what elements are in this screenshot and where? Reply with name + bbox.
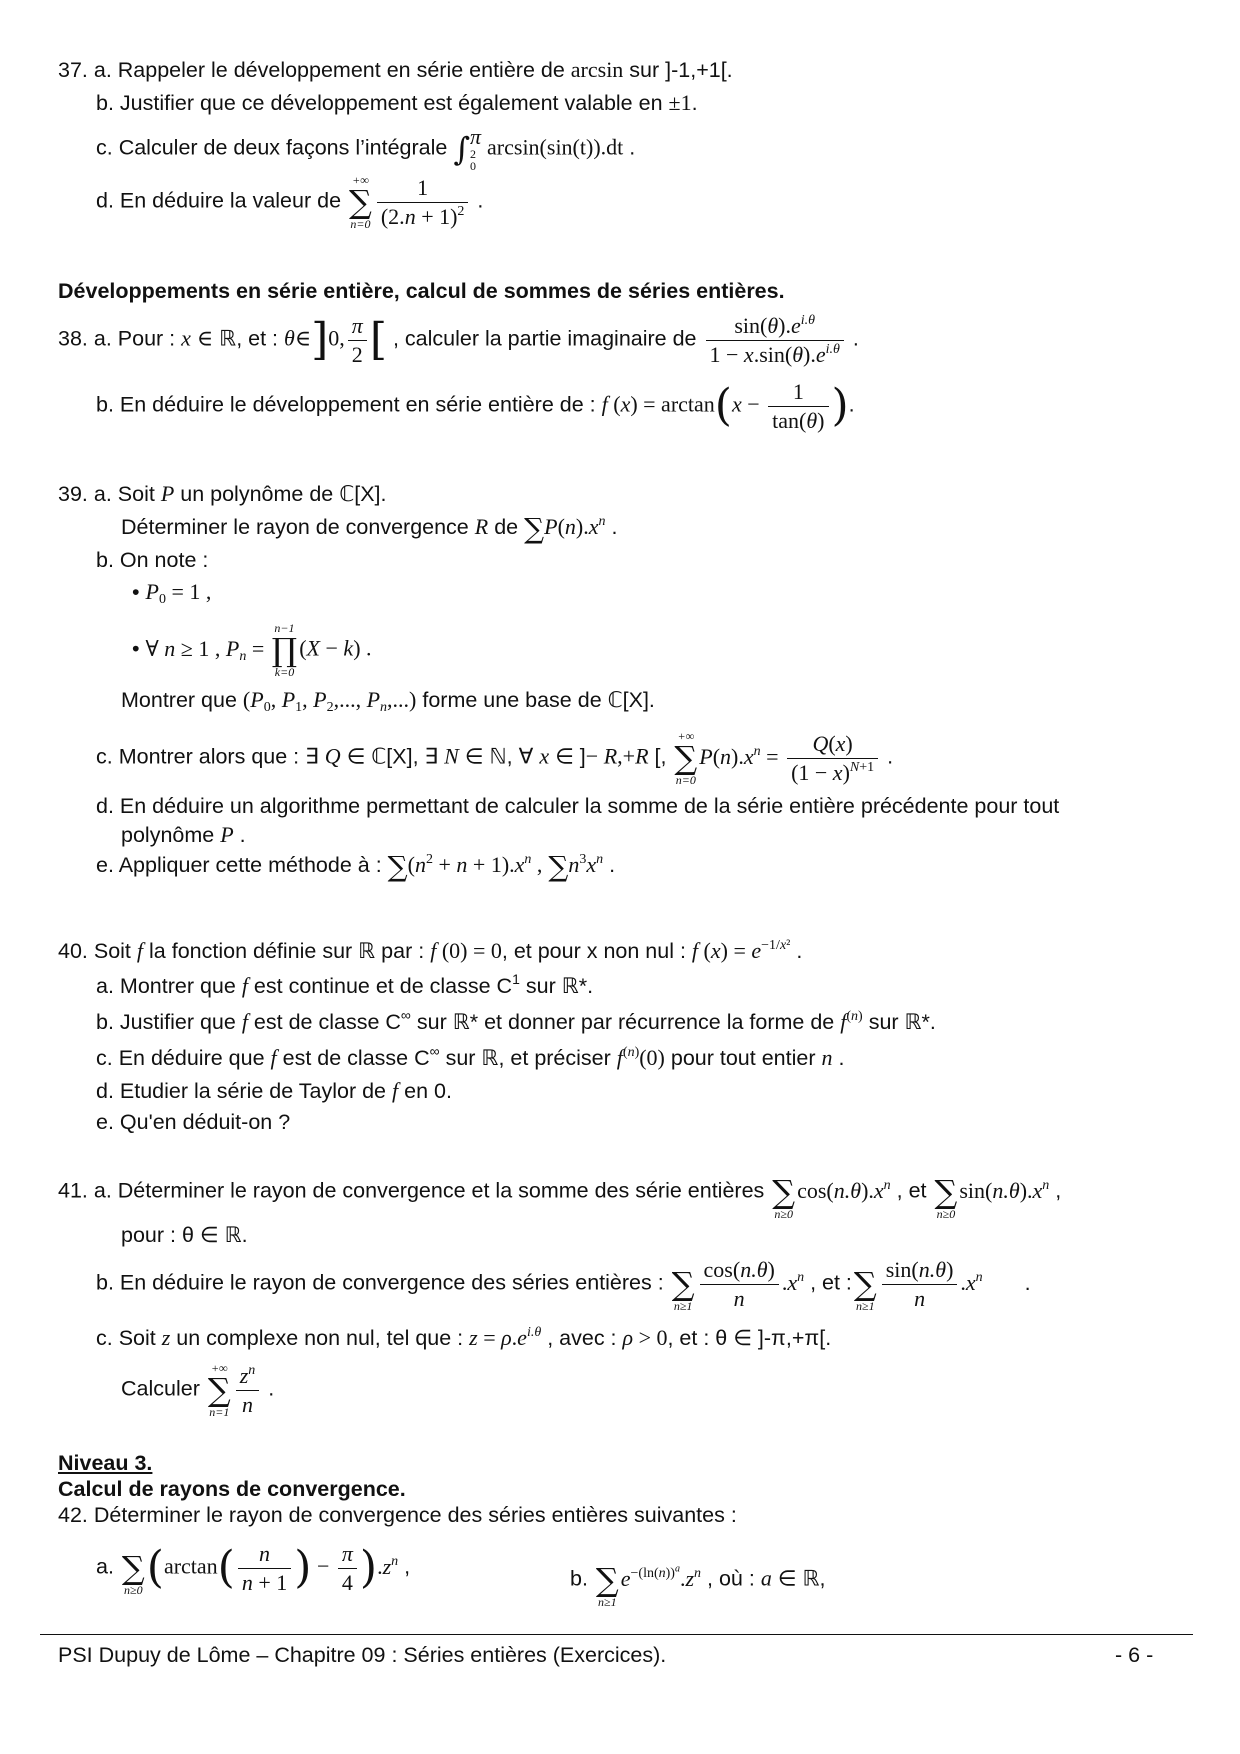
ex37-b-math: ±1 [668,90,692,115]
ex39-d2: polynôme P . [121,822,246,847]
ex39-b-bullet2: • ∀ n ≥ 1 , $P_n$ = n−1 ∏ k=0 (X − k) . [132,621,372,679]
ex40-c: c. En déduire que f est de classe C∞ sur ℝ, et préciser $f^{(n)}(0)$ pour tout entier n . [96,1043,845,1070]
ex40-d: d. Etudier la série de Taylor de f en 0. [96,1078,452,1103]
footer-divider [40,1634,1193,1635]
ex40-c-text: c. En déduire que [96,1046,265,1070]
ex40-intro-mid2: , et pour x non nul : [501,939,686,963]
integral-limits: π 2 0 [470,124,482,173]
page-number: - 6 - [1115,1643,1154,1667]
ex40-b-mid: est de classe C [253,1010,401,1034]
ex39-a2-de: de [494,515,519,540]
ex41-c-mid2: , avec : [547,1326,617,1350]
ex42-intro: 42. Déterminer le rayon de convergence des séries entières suivantes : [58,1503,737,1527]
ex40-b-text: b. Justifier que [96,1010,236,1034]
ex39-a2: Déterminer le rayon de convergence R de $\sum P(n).x^n$ . [121,512,618,545]
ex39-e-text: e. Appliquer cette méthode à : [96,853,382,878]
ex37-a-text: 37. a. Rappeler le développement en série entière de [58,58,565,82]
ex40-intro-text: 40. Soit [58,939,131,963]
ex39-c: c. Montrer alors que : ∃ Q ∈ ℂ[X], ∃ N ∈ ℕ, ∀ x ∈ ]− R,+R [, +∞ ∑ n=0 $P(n).x^n$ = $\frac{Q(x)}{(1 - x)^{N+1}}$ . [96,729,894,787]
ex37-a-math: arcsin [570,57,624,82]
ex41-c-end: , et : θ ∈ ]-π,+π[. [667,1326,832,1350]
ex41-a-et: , et [896,1178,927,1203]
section-heading-2: Calcul de rayons de convergence. [58,1477,406,1501]
ex41-calc: Calculer +∞ ∑ n=1 $\frac{z^n}{n}$ . [121,1361,275,1419]
ex41-c-text: c. Soit [96,1326,156,1350]
ex39-b-conc-text: Montrer que [121,688,237,712]
ex42-b-end2: ∈ ℝ, [777,1566,826,1591]
ex40-b-mid2: sur ℝ* et donner par récurrence la forme de [416,1010,835,1034]
section-heading: Développements en série entière, calcul de sommes de séries entières. [58,279,785,303]
ex40-c-mid2: sur ℝ, et préciser [445,1046,611,1070]
ex38-a-end: , calculer la partie imaginaire de [392,326,697,351]
ex37-c-text: c. Calculer de deux façons l’intégrale [96,135,448,160]
ex38-b-text: b. En déduire le développement en série entière de : [96,392,596,417]
ex39-a2-text: Déterminer le rayon de convergence [121,515,469,540]
ex37-c: c. Calculer de deux façons l’intégrale ∫ π 2 0 arcsin(sin(t)).dt . [96,124,636,173]
ex39-c-mid3: ∈ ] [555,744,586,769]
ex39-c-text: c. Montrer alors que : ∃ [96,744,319,769]
ex41-a2: pour : θ ∈ ℝ. [121,1223,248,1247]
ex39-d1: d. En déduire un algorithme permettant de calculer la somme de la série entière précédente pour tout [96,794,1060,818]
bullet-icon: • [132,636,140,661]
ex39-b-bullet1: • $P_0 = 1$ , [132,579,212,607]
ex41-calc-text: Calculer [121,1376,200,1401]
ex40-intro-mid: la fonction définie sur ℝ par : [149,939,425,963]
ex40-a: a. Montrer que f est continue et de classe $C^1$ sur ℝ*. [96,971,594,998]
ex38-a-mid: , et : [236,326,279,351]
ex39-b-conc-end: forme une base de ℂ[X]. [422,688,655,712]
ex37-c-math: arcsin(sin(t)).dt [487,134,624,160]
ex40-c-end: pour tout entier [670,1046,816,1070]
ex37-d-fraction: $\frac{1}{(2.n + 1)^2}$ [377,174,469,230]
ex39-a1: 39. a. Soit P un polynôme de ℂ[X]. [58,481,387,506]
ex41-b-text: b. En déduire le rayon de convergence des séries entières : [96,1270,664,1295]
ex41-b-et: , et : [810,1270,852,1295]
ex42-a: a. ∑ n≥0 (arctan( $\frac{n}{n + 1}$ ) − $\frac{\pi}{4}$ )$.z^n$ , [96,1541,411,1597]
footer-title: PSI Dupuy de Lôme – Chapitre 09 : Séries entières (Exercices). [58,1643,667,1667]
ex37-b-text: b. Justifier que ce développement est également valable en [96,91,663,115]
ex41-c-mid: un complexe non nul, tel que : [176,1326,464,1350]
ex41-b: b. En déduire le rayon de convergence des séries entières : ∑ n≥1 $\frac{\cos(n.\theta)}{n}$ $.x^n$ , et : ∑ n≥1 $\frac{\sin(n.\theta)}{n}$ $.x^n$ . [96,1257,1031,1313]
ex40-intro: 40. Soit f la fonction définie sur ℝ par : f (0) = 0, et pour x non nul : f $(x) = e^{-1/x^2}$ . [58,938,803,963]
ex41-a: 41. a. Déterminer le rayon de convergence et la somme des série entières ∑ n≥0 $\cos(n.\theta).x^n$ , et ∑ n≥0 $\sin(n.\theta).x^n$ , [58,1173,1062,1221]
ex37-b: b. Justifier que ce développement est également valable en ±1. [96,90,698,115]
ex40-a-end2: sur ℝ*. [525,974,594,998]
ex38-b: b. En déduire le développement en série entière de : f (x) = arctan(x − $\frac{1}{\tan(\theta)}$ ). [96,379,855,433]
ex37-d-text: d. En déduire la valeur de [96,188,342,213]
ex39-a1-text: 39. a. Soit [58,482,155,506]
ex42-a-label: a. [96,1554,114,1579]
ex38-a: 38. a. Pour : x ∈ ℝ, et : θ∈]0, $\frac{\pi}{2}$ [ , calculer la partie imaginaire de $\frac{\sin(\theta).e^{i.\theta}}{1 - x.\sin(\theta).e^{i.\theta}}$ . [58,313,859,367]
ex40-d-text: d. Etudier la série de Taylor de [96,1079,387,1103]
level-heading: Niveau 3. [58,1451,153,1475]
integral-symbol: ∫ [453,130,471,168]
ex39-e: e. Appliquer cette méthode à : $\sum(n^2 + n + 1).x^n$ , $\sum n^3x^n$ . [96,850,616,883]
ex40-b-end: sur ℝ*. [868,1010,936,1034]
ex40-b: b. Justifier que f est de classe C∞ sur ℝ* et donner par récurrence la forme de $f^{(n)}$ sur ℝ*. [96,1007,936,1034]
ex39-b-conclusion: Montrer que ($P_0$, $P_1$, $P_2$,..., $P_n$,...) forme une base de ℂ[X]. [121,687,655,715]
ex40-d-end: en 0. [404,1079,452,1103]
ex42-b: b. ∑ n≥1 $e^{-(ln(n))^a}.z^n$ , où : a ∈ ℝ, [570,1561,826,1609]
ex39-c-mid1: ∈ ℂ[X], ∃ [346,744,439,769]
ex39-a1-end: un polynôme de ℂ[X]. [180,482,387,506]
ex39-c-mid2: ∈ ℕ, ∀ [464,744,534,769]
ex39-d2-text: polynôme [121,823,215,847]
ex39-b: b. On note : [96,548,209,572]
bullet-icon: • [132,580,140,604]
ex40-e: e. Qu'en déduit-on ? [96,1110,291,1134]
ex40-c-mid: est de classe C [282,1046,430,1070]
ex38-a-text: 38. a. Pour : [58,326,176,351]
ex37-d: d. En déduire la valeur de +∞ ∑ n=0 $\frac{1}{(2.n + 1)^2}$ . [96,173,484,231]
ex38-a-fraction: $\frac{\sin(\theta).e^{i.\theta}}{1 - x.\sin(\theta).e^{i.\theta}}$ [706,312,844,368]
ex37-a [58,56,733,84]
ex42-b-end: , où : [707,1566,755,1591]
ex41-a-text: 41. a. Déterminer le rayon de convergence et la somme des série entières [58,1178,765,1203]
ex42-b-label: b. [570,1566,588,1591]
ex40-a-text: a. Montrer que [96,974,236,998]
ex37-a-end: sur ]-1,+1[. [629,58,733,82]
sum-symbol: +∞ ∑ n=0 [349,173,372,231]
ex40-a-end: est continue et de classe C [253,974,513,998]
ex41-c: c. Soit z un complexe non nul, tel que : $z = \rho.e^{i.\theta}$ , avec : ρ > 0, et : θ ∈ ]-π,+π[. [96,1325,832,1350]
